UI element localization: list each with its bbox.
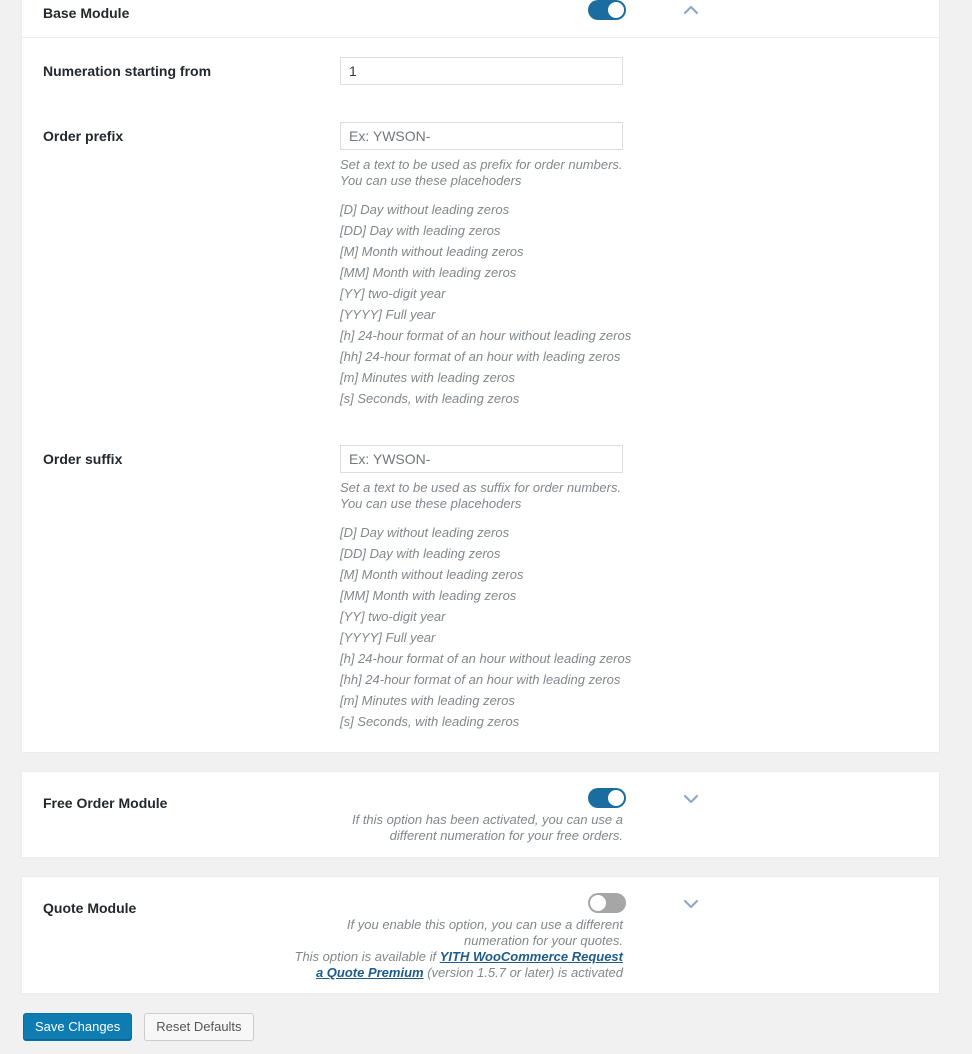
numeration-row — [22, 57, 939, 85]
save-changes-button[interactable]: Save Changes — [23, 1013, 132, 1041]
toggle-knob — [608, 790, 624, 806]
placeholder-item: [D] Day without leading zeros — [340, 202, 510, 217]
placeholder-item: [MM] Month with leading zeros — [340, 265, 517, 280]
order-prefix-row — [22, 122, 939, 409]
suffix-placeholders-list — [340, 522, 918, 732]
free-order-module-title: Free Order Module — [43, 795, 168, 811]
quote-module-panel — [21, 876, 940, 994]
placeholder-item: [MM] Month with leading zeros — [340, 588, 517, 603]
quote-module-description: If you enable this option, you can use a different numeration for your quotes. This option is available if YITH WooCommerce Request a Quote Premium (version 1.5.7 or later) is activated — [294, 917, 623, 980]
free-order-module-panel — [21, 771, 940, 858]
free-order-module-toggle[interactable] — [588, 788, 626, 808]
quote-module-toggle[interactable] — [588, 893, 626, 913]
base-module-panel — [21, 0, 940, 753]
order-prefix-input[interactable] — [340, 122, 623, 150]
placeholder-item: [M] Month without leading zeros — [340, 567, 524, 582]
actions-bar — [23, 1013, 972, 1041]
order-prefix-label: Order prefix — [43, 128, 124, 144]
placeholder-item: [m] Minutes with leading zeros — [340, 693, 515, 708]
placeholder-item: [hh] 24-hour format of an hour with leading zeros — [340, 349, 621, 364]
base-module-header — [22, 0, 939, 38]
base-module-title: Base Module — [43, 5, 130, 21]
order-suffix-label: Order suffix — [43, 451, 123, 467]
toggle-knob — [590, 895, 606, 911]
base-module-toggle[interactable] — [588, 0, 626, 20]
placeholder-item: [s] Seconds, with leading zeros — [340, 714, 520, 729]
placeholder-item: [M] Month without leading zeros — [340, 244, 524, 259]
toggle-knob — [608, 2, 624, 18]
numeration-input[interactable] — [340, 57, 623, 85]
placeholder-item: [s] Seconds, with leading zeros — [340, 391, 520, 406]
placeholder-item: [m] Minutes with leading zeros — [340, 370, 515, 385]
order-suffix-input[interactable] — [340, 445, 623, 473]
placeholder-item: [D] Day without leading zeros — [340, 525, 510, 540]
placeholder-item: [h] 24-hour format of an hour without leading zeros — [340, 328, 632, 343]
placeholder-item: [hh] 24-hour format of an hour with leading zeros — [340, 672, 621, 687]
placeholder-item: [YY] two-digit year — [340, 609, 446, 624]
reset-defaults-button[interactable]: Reset Defaults — [144, 1013, 253, 1041]
chevron-up-icon[interactable] — [680, 1, 702, 19]
chevron-down-icon[interactable] — [680, 895, 702, 913]
request-a-quote-premium-link[interactable]: a Quote Premium — [315, 965, 424, 980]
placeholder-item: [YY] two-digit year — [340, 286, 446, 301]
placeholder-item: [h] 24-hour format of an hour without leading zeros — [340, 651, 632, 666]
order-suffix-description: Set a text to be used as suffix for order numbers. You can use these placehoders — [340, 480, 622, 511]
free-order-module-description: If this option has been activated, you can use a different numeration for your free orders. — [351, 812, 623, 843]
order-prefix-description: Set a text to be used as prefix for order numbers. You can use these placehoders — [340, 157, 623, 188]
order-suffix-row — [22, 445, 939, 732]
quote-module-title: Quote Module — [43, 900, 137, 916]
chevron-down-icon[interactable] — [680, 790, 702, 808]
placeholder-item: [DD] Day with leading zeros — [340, 546, 501, 561]
prefix-placeholders-list — [340, 199, 918, 409]
placeholder-item: [DD] Day with leading zeros — [340, 223, 501, 238]
placeholder-item: [YYYY] Full year — [340, 307, 436, 322]
request-a-quote-premium-link[interactable]: YITH WooCommerce Request — [439, 949, 623, 964]
numeration-label: Numeration starting from — [43, 63, 212, 79]
placeholder-item: [YYYY] Full year — [340, 630, 436, 645]
